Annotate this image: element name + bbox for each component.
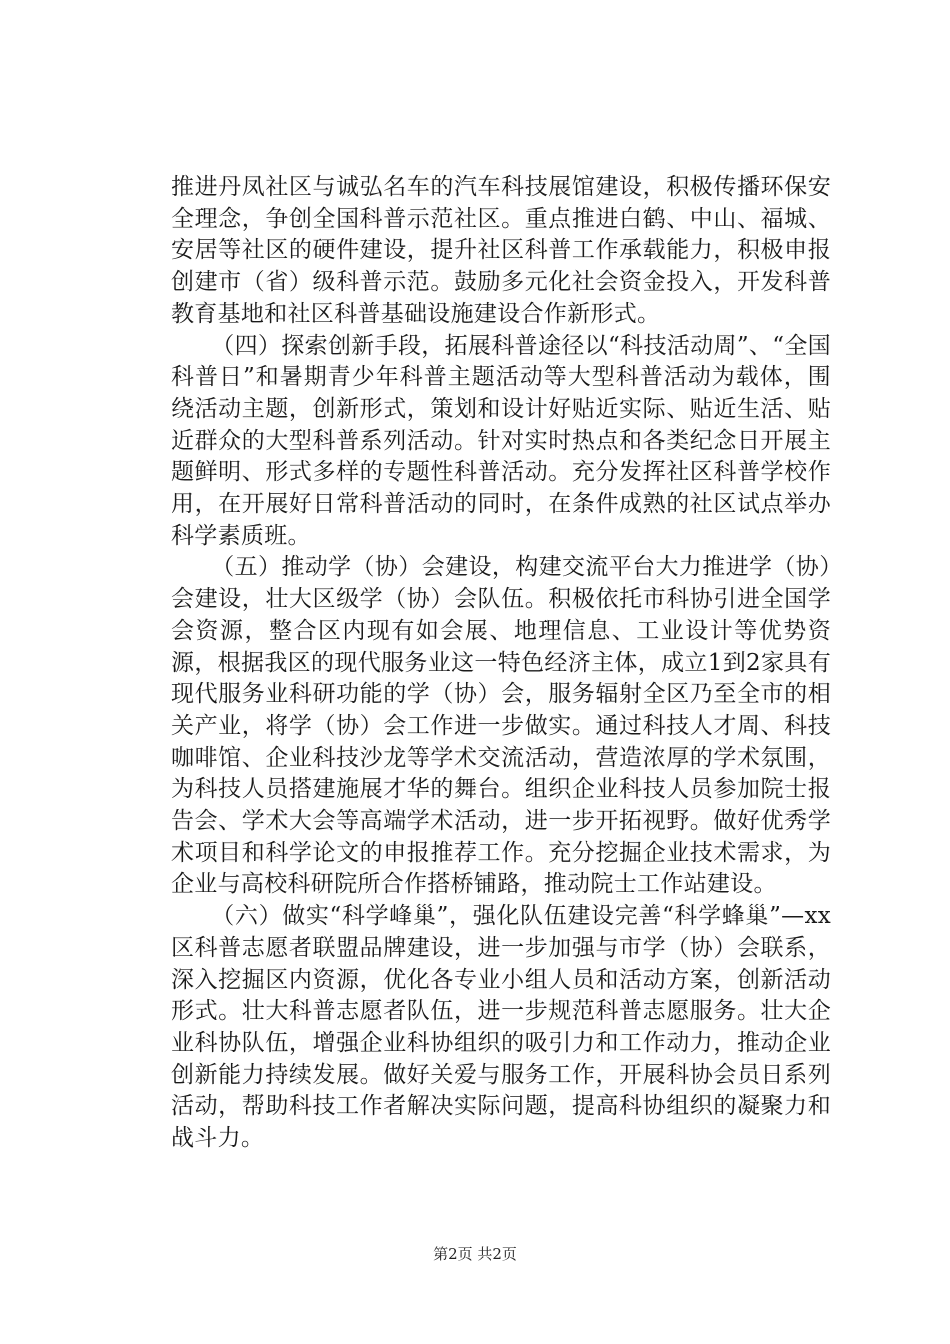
page-number-footer: 第2页 共2页 (433, 1245, 517, 1263)
paragraph-section-6: （六）做实“科学峰巢”，强化队伍建设完善“科学蜂巢”—xx区科普志愿者联盟品牌建设，进一步加强与市学（协）会联系，深入挖掘区内资源，优化各专业小组人员和活动方案，创新活动形式。壮大科普志愿者队伍，进一步规范科普志愿服务。壮大企业科协队伍，增强企业科协组织的吸引力和工作动力，推动企业创新能力持续发展。做好关爱与服务工作，开展科协会员日系列活动，帮助科技工作者解决实际问题，提高科协组织的凝聚力和战斗力。 (171, 903, 831, 1152)
paragraph-section-5: （五）推动学（协）会建设，构建交流平台大力推进学（协）会建设，壮大区级学（协）会队伍。积极依托市科协引进全国学会资源，整合区内现有如会展、地理信息、工业设计等优势资源，根据我区的现代服务业这一特色经济主体，成立1到2家具有现代服务业科研功能的学（协）会，服务辐射全区乃至全市的相关产业，将学（协）会工作进一步做实。通过科技人才周、科技咖啡馆、企业科技沙龙等学术交流活动，营造浓厚的学术氛围，为科技人员搭建施展才华的舞台。组织企业科技人员参加院士报告会、学术大会等高端学术活动，进一步开拓视野。做好优秀学术项目和科学论文的申报推荐工作。充分挖掘企业技术需求，为企业与高校科研院所合作搭桥铺路，推动院士工作站建设。 (171, 554, 831, 898)
paragraph-section-4: （四）探索创新手段，拓展科普途径以“科技活动周”、“全国科普日”和暑期青少年科普主题活动等大型科普活动为载体，围绕活动主题，创新形式，策划和设计好贴近实际、贴近生活、贴近群众的大型科普系列活动。针对实时热点和各类纪念日开展主题鲜明、形式多样的专题性科普活动。充分发挥社区科普学校作用，在开展好日常科普活动的同时，在条件成熟的社区试点举办科学素质班。 (171, 332, 831, 549)
paragraph-continuation: 推进丹凤社区与诚弘名车的汽车科技展馆建设，积极传播环保安全理念，争创全国科普示范社区。重点推进白鹤、中山、福城、安居等社区的硬件建设，提升社区科普工作承载能力，积极申报创建市（省）级科普示范。鼓励多元化社会资金投入，开发科普教育基地和社区科普基础设施建设合作新形式。 (171, 174, 831, 327)
document-body (171, 172, 831, 1155)
